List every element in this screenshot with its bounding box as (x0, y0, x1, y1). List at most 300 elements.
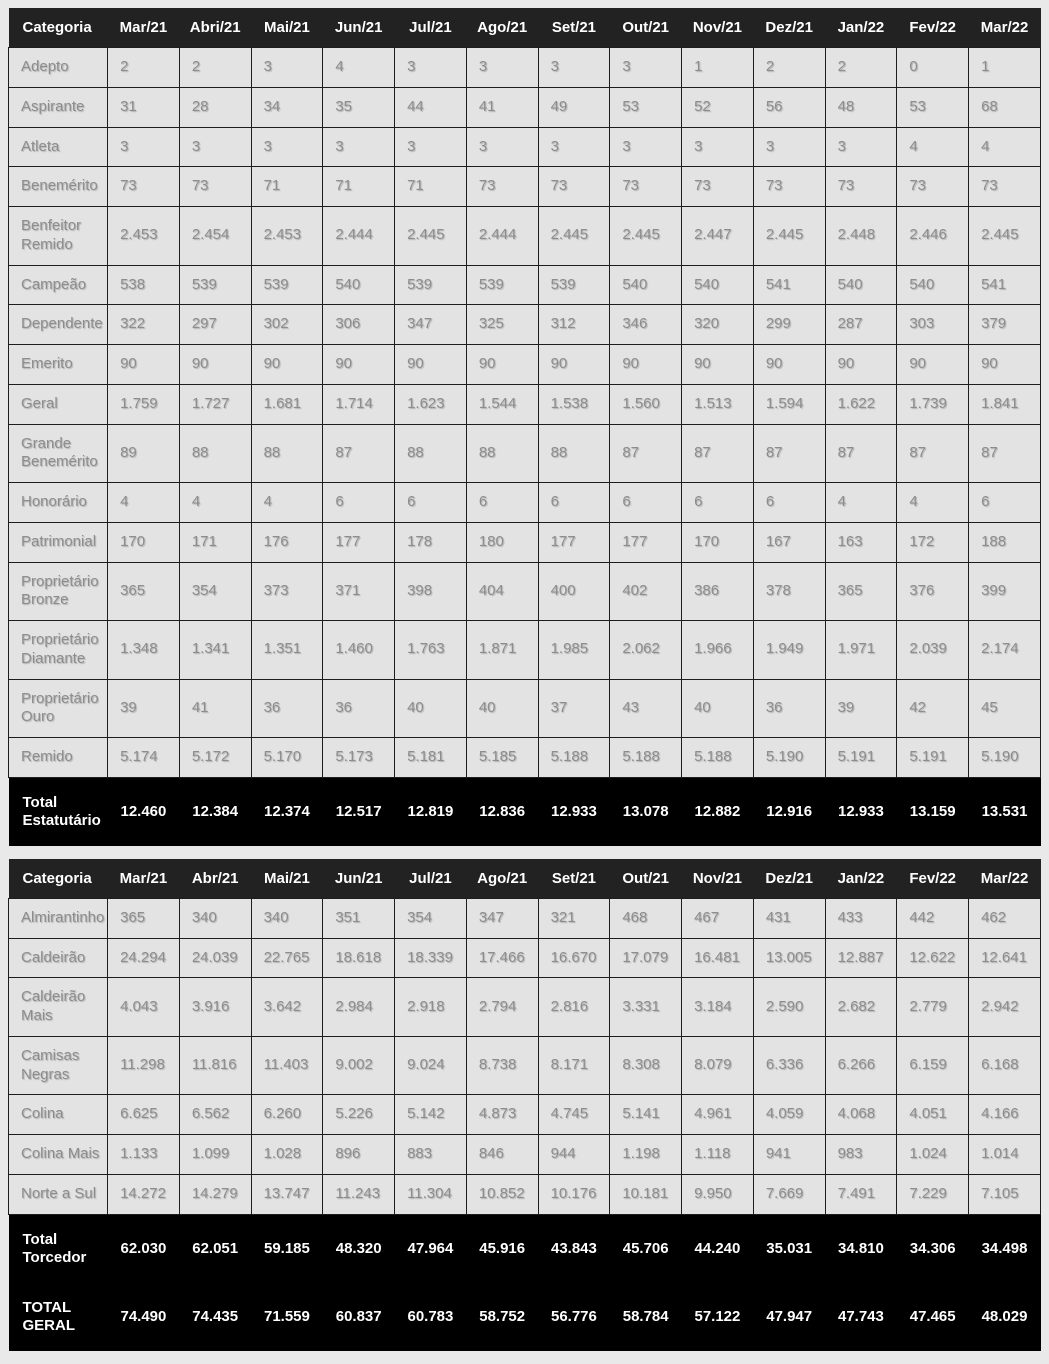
value-cell: 433 (825, 898, 897, 938)
category-label: Proprietário Ouro (9, 679, 108, 738)
value-cell: 4.873 (466, 1095, 538, 1135)
value-cell: 2.984 (323, 978, 395, 1037)
value-cell: 6.168 (969, 1036, 1041, 1095)
value-cell: 4.745 (538, 1095, 610, 1135)
value-cell: 18.339 (395, 938, 467, 978)
value-cell: 2.444 (466, 207, 538, 266)
value-cell: 8.308 (610, 1036, 682, 1095)
column-header-month: Fev/22 (897, 8, 969, 48)
column-header-month: Out/21 (610, 859, 682, 899)
value-cell: 90 (395, 345, 467, 385)
value-cell: 6 (610, 483, 682, 523)
total-value-cell: 58.784 (610, 1283, 682, 1351)
table-row (9, 127, 1041, 167)
total-value-cell: 47.743 (825, 1283, 897, 1351)
value-cell: 941 (753, 1135, 825, 1175)
value-cell: 14.272 (108, 1174, 180, 1214)
value-cell: 177 (323, 522, 395, 562)
value-cell: 6 (969, 483, 1041, 523)
value-cell: 4 (897, 483, 969, 523)
value-cell: 11.243 (323, 1174, 395, 1214)
value-cell: 1.949 (753, 621, 825, 680)
value-cell: 1.623 (395, 384, 467, 424)
value-cell: 24.294 (108, 938, 180, 978)
total-value-cell: 59.185 (251, 1214, 323, 1283)
value-cell: 88 (179, 424, 251, 483)
value-cell: 287 (825, 305, 897, 345)
value-cell: 11.298 (108, 1036, 180, 1095)
column-header-month: Abri/21 (179, 8, 251, 48)
value-cell: 5.141 (610, 1095, 682, 1135)
value-cell: 2.942 (969, 978, 1041, 1037)
value-cell: 3.916 (179, 978, 251, 1037)
value-cell: 351 (323, 898, 395, 938)
value-cell: 41 (179, 679, 251, 738)
total-value-cell: 45.916 (466, 1214, 538, 1283)
value-cell: 299 (753, 305, 825, 345)
value-cell: 7.491 (825, 1174, 897, 1214)
value-cell: 4.043 (108, 978, 180, 1037)
value-cell: 16.670 (538, 938, 610, 978)
value-cell: 3 (251, 127, 323, 167)
column-header-month: Nov/21 (682, 859, 754, 899)
table-row (9, 384, 1041, 424)
column-header-categoria: Categoria (9, 8, 108, 48)
value-cell: 40 (682, 679, 754, 738)
total-value-cell: 12.460 (108, 777, 180, 846)
column-header-month: Mar/21 (108, 8, 180, 48)
value-cell: 540 (323, 265, 395, 305)
value-cell: 87 (969, 424, 1041, 483)
value-cell: 2.445 (610, 207, 682, 266)
total-value-cell: 34.498 (969, 1214, 1041, 1283)
value-cell: 90 (753, 345, 825, 385)
value-cell: 1.841 (969, 384, 1041, 424)
column-header-categoria: Categoria (9, 859, 108, 899)
value-cell: 2.447 (682, 207, 754, 266)
value-cell: 6.336 (753, 1036, 825, 1095)
value-cell: 42 (897, 679, 969, 738)
value-cell: 1.099 (179, 1135, 251, 1175)
value-cell: 6.260 (251, 1095, 323, 1135)
value-cell: 2 (753, 48, 825, 88)
category-label: Emerito (9, 345, 108, 385)
total-value-cell: 12.933 (825, 777, 897, 846)
value-cell: 87 (682, 424, 754, 483)
value-cell: 2.794 (466, 978, 538, 1037)
column-header-month: Set/21 (538, 859, 610, 899)
column-header-month: Set/21 (538, 8, 610, 48)
value-cell: 302 (251, 305, 323, 345)
value-cell: 37 (538, 679, 610, 738)
value-cell: 90 (538, 345, 610, 385)
total-value-cell: 12.836 (466, 777, 538, 846)
estatutario-table-header (9, 8, 1041, 48)
value-cell: 87 (897, 424, 969, 483)
table-row (9, 978, 1041, 1037)
value-cell: 90 (969, 345, 1041, 385)
value-cell: 896 (323, 1135, 395, 1175)
value-cell: 2.444 (323, 207, 395, 266)
value-cell: 3 (395, 48, 467, 88)
value-cell: 2.682 (825, 978, 897, 1037)
value-cell: 5.173 (323, 738, 395, 778)
total-value-cell: 48.320 (323, 1214, 395, 1283)
total-value-cell: 47.465 (897, 1283, 969, 1351)
value-cell: 167 (753, 522, 825, 562)
value-cell: 90 (179, 345, 251, 385)
column-header-month: Mai/21 (251, 859, 323, 899)
value-cell: 52 (682, 87, 754, 127)
value-cell: 540 (610, 265, 682, 305)
column-header-month: Fev/22 (897, 859, 969, 899)
column-header-month: Mai/21 (251, 8, 323, 48)
total-row (9, 1214, 1041, 1283)
category-label: Geral (9, 384, 108, 424)
value-cell: 6.625 (108, 1095, 180, 1135)
value-cell: 71 (323, 167, 395, 207)
column-header-month: Ago/21 (466, 859, 538, 899)
value-cell: 1.513 (682, 384, 754, 424)
value-cell: 1.198 (610, 1135, 682, 1175)
value-cell: 340 (251, 898, 323, 938)
table-row (9, 207, 1041, 266)
value-cell: 73 (753, 167, 825, 207)
total-value-cell: 60.783 (395, 1283, 467, 1351)
value-cell: 14.279 (179, 1174, 251, 1214)
value-cell: 170 (682, 522, 754, 562)
value-cell: 9.950 (682, 1174, 754, 1214)
value-cell: 87 (753, 424, 825, 483)
value-cell: 1.966 (682, 621, 754, 680)
category-label: Dependente (9, 305, 108, 345)
table-row (9, 1036, 1041, 1095)
value-cell: 9.002 (323, 1036, 395, 1095)
value-cell: 40 (466, 679, 538, 738)
column-header-month: Jan/22 (825, 859, 897, 899)
category-label: Remido (9, 738, 108, 778)
value-cell: 172 (897, 522, 969, 562)
value-cell: 88 (538, 424, 610, 483)
value-cell: 539 (251, 265, 323, 305)
value-cell: 541 (969, 265, 1041, 305)
table-row (9, 562, 1041, 621)
value-cell: 73 (825, 167, 897, 207)
total-value-cell: 13.531 (969, 777, 1041, 846)
value-cell: 321 (538, 898, 610, 938)
table-row (9, 305, 1041, 345)
value-cell: 467 (682, 898, 754, 938)
table-row (9, 424, 1041, 483)
value-cell: 2.816 (538, 978, 610, 1037)
value-cell: 468 (610, 898, 682, 938)
value-cell: 1.622 (825, 384, 897, 424)
value-cell: 0 (897, 48, 969, 88)
value-cell: 73 (682, 167, 754, 207)
value-cell: 4 (897, 127, 969, 167)
value-cell: 540 (825, 265, 897, 305)
value-cell: 45 (969, 679, 1041, 738)
value-cell: 398 (395, 562, 467, 621)
table-row (9, 345, 1041, 385)
torcedor-table (8, 859, 1041, 1351)
value-cell: 8.079 (682, 1036, 754, 1095)
total-value-cell: 12.916 (753, 777, 825, 846)
total-value-cell: 71.559 (251, 1283, 323, 1351)
value-cell: 297 (179, 305, 251, 345)
value-cell: 4 (179, 483, 251, 523)
value-cell: 3 (753, 127, 825, 167)
category-label: Campeão (9, 265, 108, 305)
value-cell: 41 (466, 87, 538, 127)
total-value-cell: 48.029 (969, 1283, 1041, 1351)
value-cell: 44 (395, 87, 467, 127)
value-cell: 1.024 (897, 1135, 969, 1175)
value-cell: 846 (466, 1135, 538, 1175)
value-cell: 2.446 (897, 207, 969, 266)
value-cell: 5.188 (682, 738, 754, 778)
value-cell: 3 (538, 127, 610, 167)
column-header-month: Jul/21 (395, 859, 467, 899)
value-cell: 2.779 (897, 978, 969, 1037)
torcedor-table-header (9, 859, 1041, 899)
table-row (9, 167, 1041, 207)
value-cell: 73 (466, 167, 538, 207)
value-cell: 1.538 (538, 384, 610, 424)
value-cell: 379 (969, 305, 1041, 345)
value-cell: 3.331 (610, 978, 682, 1037)
total-label: Total Estatutário (9, 777, 108, 846)
value-cell: 5.188 (610, 738, 682, 778)
value-cell: 346 (610, 305, 682, 345)
column-header-month: Ago/21 (466, 8, 538, 48)
table-row (9, 898, 1041, 938)
total-value-cell: 35.031 (753, 1214, 825, 1283)
category-label: Colina (9, 1095, 108, 1135)
value-cell: 1.871 (466, 621, 538, 680)
value-cell: 5.191 (897, 738, 969, 778)
value-cell: 378 (753, 562, 825, 621)
column-header-month: Out/21 (610, 8, 682, 48)
value-cell: 2.174 (969, 621, 1041, 680)
value-cell: 3 (682, 127, 754, 167)
value-cell: 28 (179, 87, 251, 127)
value-cell: 3 (395, 127, 467, 167)
value-cell: 53 (897, 87, 969, 127)
value-cell: 1.971 (825, 621, 897, 680)
value-cell: 306 (323, 305, 395, 345)
total-row (9, 1283, 1041, 1351)
value-cell: 90 (825, 345, 897, 385)
value-cell: 4 (825, 483, 897, 523)
value-cell: 17.079 (610, 938, 682, 978)
value-cell: 303 (897, 305, 969, 345)
total-label: TOTAL GERAL (9, 1283, 108, 1351)
value-cell: 5.226 (323, 1095, 395, 1135)
value-cell: 340 (179, 898, 251, 938)
value-cell: 1.594 (753, 384, 825, 424)
total-value-cell: 74.435 (179, 1283, 251, 1351)
value-cell: 944 (538, 1135, 610, 1175)
value-cell: 386 (682, 562, 754, 621)
table-row (9, 621, 1041, 680)
value-cell: 2.445 (753, 207, 825, 266)
value-cell: 371 (323, 562, 395, 621)
value-cell: 365 (108, 562, 180, 621)
category-label: Benemérito (9, 167, 108, 207)
value-cell: 539 (538, 265, 610, 305)
table-row (9, 738, 1041, 778)
value-cell: 5.170 (251, 738, 323, 778)
value-cell: 171 (179, 522, 251, 562)
value-cell: 34 (251, 87, 323, 127)
header-row (9, 859, 1041, 899)
column-header-month: Jan/22 (825, 8, 897, 48)
value-cell: 10.852 (466, 1174, 538, 1214)
value-cell: 89 (108, 424, 180, 483)
value-cell: 5.172 (179, 738, 251, 778)
column-header-month: Dez/21 (753, 859, 825, 899)
value-cell: 1.014 (969, 1135, 1041, 1175)
value-cell: 3 (610, 127, 682, 167)
total-value-cell: 60.837 (323, 1283, 395, 1351)
value-cell: 4.059 (753, 1095, 825, 1135)
total-value-cell: 43.843 (538, 1214, 610, 1283)
value-cell: 13.005 (753, 938, 825, 978)
value-cell: 539 (466, 265, 538, 305)
value-cell: 87 (610, 424, 682, 483)
total-row (9, 777, 1041, 846)
value-cell: 12.622 (897, 938, 969, 978)
header-row (9, 8, 1041, 48)
value-cell: 2.039 (897, 621, 969, 680)
value-cell: 188 (969, 522, 1041, 562)
category-label: Grande Benemérito (9, 424, 108, 483)
value-cell: 17.466 (466, 938, 538, 978)
value-cell: 3 (825, 127, 897, 167)
value-cell: 39 (108, 679, 180, 738)
value-cell: 4 (969, 127, 1041, 167)
value-cell: 1.544 (466, 384, 538, 424)
value-cell: 540 (897, 265, 969, 305)
value-cell: 402 (610, 562, 682, 621)
value-cell: 163 (825, 522, 897, 562)
value-cell: 404 (466, 562, 538, 621)
category-label: Almirantinho (9, 898, 108, 938)
value-cell: 6.159 (897, 1036, 969, 1095)
value-cell: 5.190 (753, 738, 825, 778)
value-cell: 6 (466, 483, 538, 523)
value-cell: 4.961 (682, 1095, 754, 1135)
value-cell: 3 (251, 48, 323, 88)
category-label: Caldeirão Mais (9, 978, 108, 1037)
value-cell: 22.765 (251, 938, 323, 978)
value-cell: 73 (897, 167, 969, 207)
total-value-cell: 12.933 (538, 777, 610, 846)
column-header-month: Mar/22 (969, 8, 1041, 48)
table-row (9, 265, 1041, 305)
value-cell: 365 (825, 562, 897, 621)
value-cell: 5.185 (466, 738, 538, 778)
value-cell: 16.481 (682, 938, 754, 978)
value-cell: 10.176 (538, 1174, 610, 1214)
value-cell: 7.105 (969, 1174, 1041, 1214)
value-cell: 1 (682, 48, 754, 88)
value-cell: 1.348 (108, 621, 180, 680)
value-cell: 68 (969, 87, 1041, 127)
value-cell: 1.681 (251, 384, 323, 424)
value-cell: 1.133 (108, 1135, 180, 1175)
value-cell: 354 (395, 898, 467, 938)
value-cell: 347 (466, 898, 538, 938)
value-cell: 5.174 (108, 738, 180, 778)
value-cell: 2.454 (179, 207, 251, 266)
value-cell: 373 (251, 562, 323, 621)
value-cell: 8.171 (538, 1036, 610, 1095)
value-cell: 1.714 (323, 384, 395, 424)
value-cell: 4.068 (825, 1095, 897, 1135)
value-cell: 5.191 (825, 738, 897, 778)
value-cell: 6 (753, 483, 825, 523)
category-label: Atleta (9, 127, 108, 167)
value-cell: 11.304 (395, 1174, 467, 1214)
value-cell: 18.618 (323, 938, 395, 978)
value-cell: 6 (395, 483, 467, 523)
value-cell: 376 (897, 562, 969, 621)
total-value-cell: 13.159 (897, 777, 969, 846)
value-cell: 6 (323, 483, 395, 523)
value-cell: 2.453 (108, 207, 180, 266)
value-cell: 73 (108, 167, 180, 207)
table-row (9, 1135, 1041, 1175)
value-cell: 2 (825, 48, 897, 88)
value-cell: 13.747 (251, 1174, 323, 1214)
value-cell: 12.887 (825, 938, 897, 978)
value-cell: 3 (610, 48, 682, 88)
value-cell: 90 (466, 345, 538, 385)
total-value-cell: 12.882 (682, 777, 754, 846)
value-cell: 6 (538, 483, 610, 523)
value-cell: 73 (969, 167, 1041, 207)
value-cell: 541 (753, 265, 825, 305)
total-value-cell: 47.964 (395, 1214, 467, 1283)
value-cell: 1.341 (179, 621, 251, 680)
value-cell: 73 (538, 167, 610, 207)
value-cell: 36 (251, 679, 323, 738)
value-cell: 2.445 (395, 207, 467, 266)
table-row (9, 1174, 1041, 1214)
value-cell: 90 (108, 345, 180, 385)
value-cell: 11.403 (251, 1036, 323, 1095)
value-cell: 87 (825, 424, 897, 483)
total-value-cell: 44.240 (682, 1214, 754, 1283)
value-cell: 399 (969, 562, 1041, 621)
table-row (9, 48, 1041, 88)
value-cell: 9.024 (395, 1036, 467, 1095)
value-cell: 180 (466, 522, 538, 562)
value-cell: 3 (538, 48, 610, 88)
value-cell: 5.181 (395, 738, 467, 778)
value-cell: 176 (251, 522, 323, 562)
category-label: Benfeitor Remido (9, 207, 108, 266)
value-cell: 354 (179, 562, 251, 621)
value-cell: 3 (466, 48, 538, 88)
category-label: Camisas Negras (9, 1036, 108, 1095)
value-cell: 2.590 (753, 978, 825, 1037)
value-cell: 35 (323, 87, 395, 127)
value-cell: 1.351 (251, 621, 323, 680)
value-cell: 4.166 (969, 1095, 1041, 1135)
